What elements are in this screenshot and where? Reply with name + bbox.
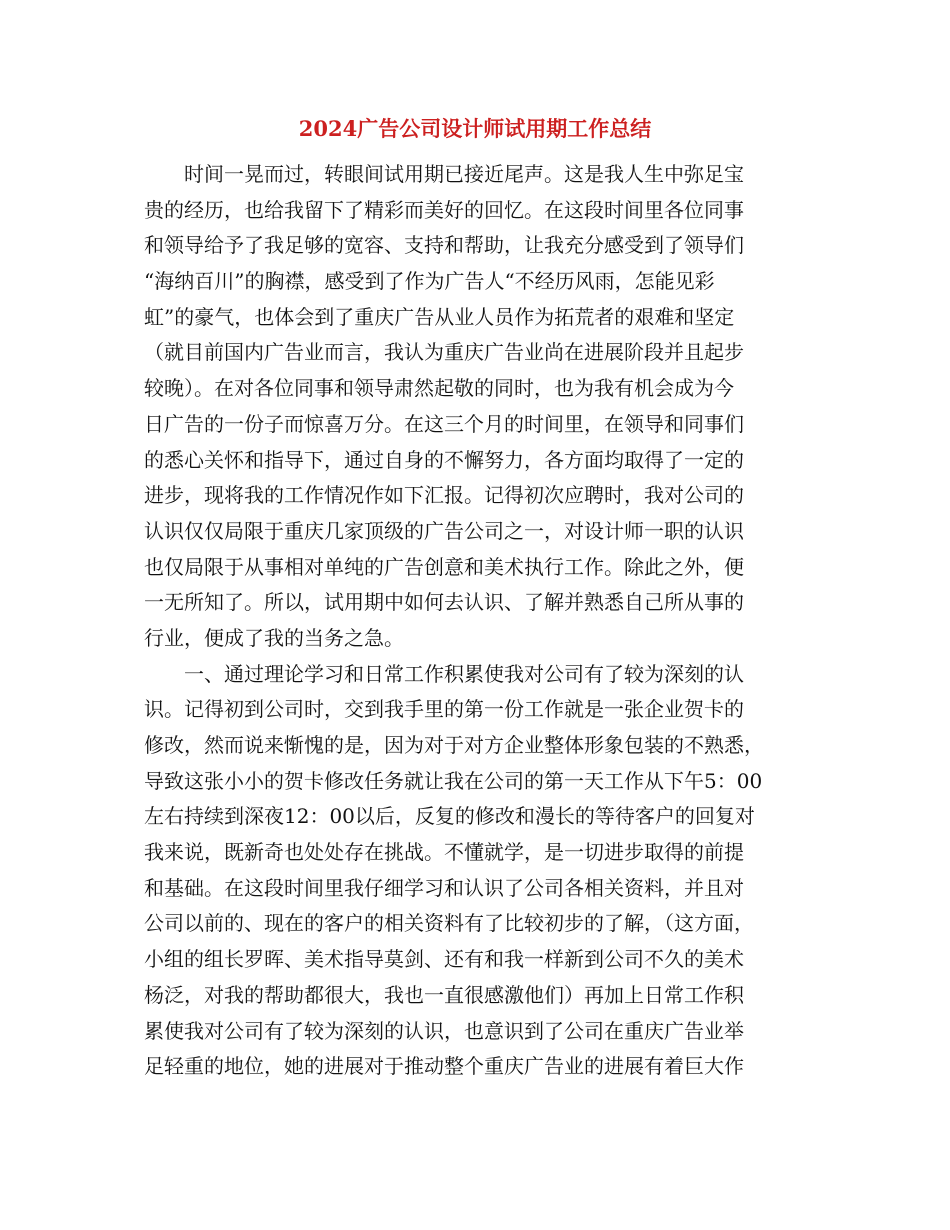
body-line: 识。记得初到公司时，交到我手里的第一份工作就是一张企业贺卡的 <box>144 697 744 722</box>
body-line: 时间一晃而过，转眼间试用期已接近尾声。这是我人生中弥足宝 <box>144 162 744 186</box>
body-line: 我来说，既新奇也处处存在挑战。不懂就学，是一切进步取得的前提 <box>144 840 744 865</box>
document-title: 2024广告公司设计师试用期工作总结 <box>298 116 652 141</box>
body-line: 杨泛，对我的帮助都很大，我也一直很感激他们）再加上日常工作积 <box>144 982 744 1007</box>
document-body <box>144 157 804 1085</box>
body-line: 累使我对公司有了较为深刻的认识，也意识到了公司在重庆广告业举 <box>144 1018 744 1043</box>
body-line: 进步，现将我的工作情况作如下汇报。记得初次应聘时，我对公司的 <box>144 483 744 508</box>
body-line: 导致这张小小的贺卡修改任务就让我在公司的第一天工作从下午5：00 <box>144 768 763 793</box>
body-line: “海纳百川”的胸襟，感受到了作为广告人“不经历风雨，怎能见彩 <box>144 269 715 294</box>
body-line: （就目前国内广告业而言，我认为重庆广告业尚在进展阶段并且起步 <box>144 340 744 365</box>
body-line: 足轻重的地位，她的进展对于推动整个重庆广告业的进展有着巨大作 <box>144 1054 744 1079</box>
body-line: 贵的经历，也给我留下了精彩而美好的回忆。在这段时间里各位同事 <box>144 197 744 222</box>
body-line: 行业，便成了我的当务之急。 <box>144 625 404 650</box>
body-line: 一无所知了。所以，试用期中如何去认识、了解并熟悉自己所从事的 <box>144 590 744 615</box>
body-line: 修改，然而说来惭愧的是，因为对于对方企业整体形象包装的不熟悉， <box>144 733 764 757</box>
body-line: 也仅局限于从事相对单纯的广告创意和美术执行工作。除此之外，便 <box>144 554 744 579</box>
body-line: 和基础。在这段时间里我仔细学习和认识了公司各相关资料，并且对 <box>144 875 744 900</box>
body-line: 认识仅仅局限于重庆几家顶级的广告公司之一，对设计师一职的认识 <box>144 518 744 543</box>
body-line: 的悉心关怀和指导下，通过自身的不懈努力，各方面均取得了一定的 <box>144 447 744 472</box>
body-line: 较晚）。在对各位同事和领导肃然起敬的同时，也为我有机会成为今 <box>144 376 734 401</box>
body-line: 一、通过理论学习和日常工作积累使我对公司有了较为深刻的认 <box>144 661 744 686</box>
body-line: 和领导给予了我足够的宽容、支持和帮助，让我充分感受到了领导们 <box>144 233 744 258</box>
body-line: 左右持续到深夜12：00以后，反复的修改和漫长的等待客户的回复对 <box>144 804 755 829</box>
body-line: 公司以前的、现在的客户的相关资料有了比较初步的了解，（这方面， <box>144 911 754 936</box>
body-line: 虹”的豪气，也体会到了重庆广告从业人员作为拓荒者的艰难和坚定 <box>144 304 735 329</box>
body-line: 小组的组长罗晖、美术指导莫剑、还有和我一样新到公司不久的美术 <box>144 947 744 972</box>
body-line: 日广告的一份子而惊喜万分。在这三个月的时间里，在领导和同事们 <box>144 411 744 436</box>
